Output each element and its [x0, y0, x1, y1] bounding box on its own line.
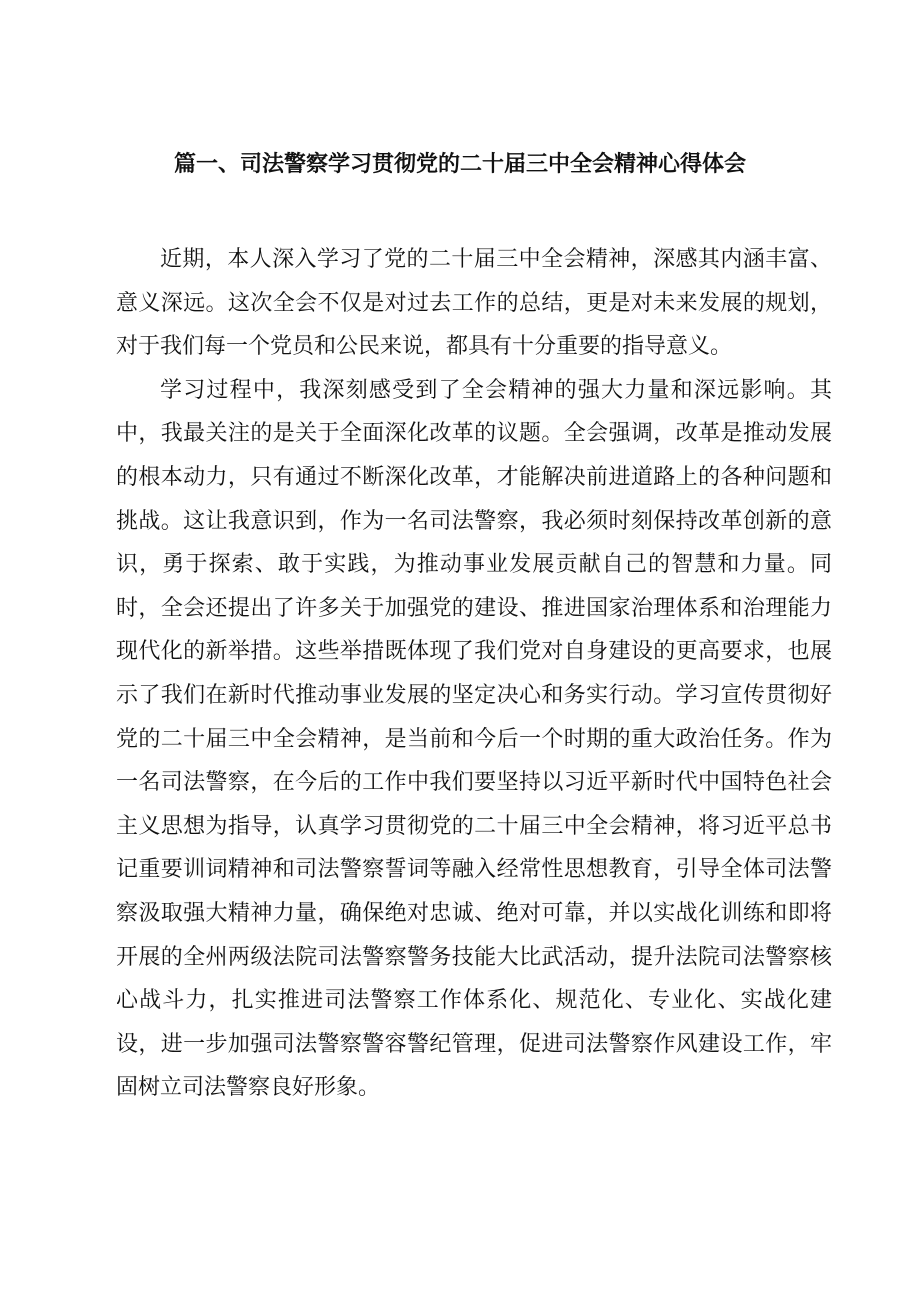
document-body — [116, 238, 832, 1110]
document-title: 篇一、司法警察学习贯彻党的二十届三中全会精神心得体会 — [173, 152, 746, 177]
paragraph-intro: 近期，本人深入学习了党的二十届三中全会精神，深感其内涵丰富、意义深远。这次全会不仅是对过去工作的总结，更是对未来发展的规划，对于我们每一个党员和公民来说，都具有十分重要的指导意义。 — [116, 247, 832, 360]
paragraph-reflection: 学习过程中，我深刻感受到了全会精神的强大力量和深远影响。其中，我最关注的是关于全面深化改革的议题。全会强调，改革是推动发展的根本动力，只有通过不断深化改革，才能解决前进道路上的各种问题和挑战。这让我意识到，作为一名司法警察，我必须时刻保持改革创新的意识，勇于探索、敢于实践，为推动事业发展贡献自己的智慧和力量。同时，全会还提出了许多关于加强党的建设、推进国家治理体系和治理能力现代化的新举措。这些举措既体现了我们党对自身建设的更高要求，也展示了我们在新时代推动事业发展的坚定决心和务实行动。学习宣传贯彻好党的二十届三中全会精神，是当前和今后一个时期的重大政治任务。作为一名司法警察，在今后的工作中我们要坚持以习近平新时代中国特色社会主义思想为指导，认真学习贯彻党的二十届三中全会精神，将习近平总书记重要训词精神和司法警察誓词等融入经常性思想教育，引导全体司法警察汲取强大精神力量，确保绝对忠诚、绝对可靠，并以实战化训练和即将开展的全州两级法院司法警察警务技能大比武活动，提升法院司法警察核心战斗力，扎实推进司法警察工作体系化、规范化、专业化、实战化建设，进一步加强司法警察警容警纪管理，促进司法警察作风建设工作，牢固树立司法警察良好形象。 — [116, 377, 832, 1101]
